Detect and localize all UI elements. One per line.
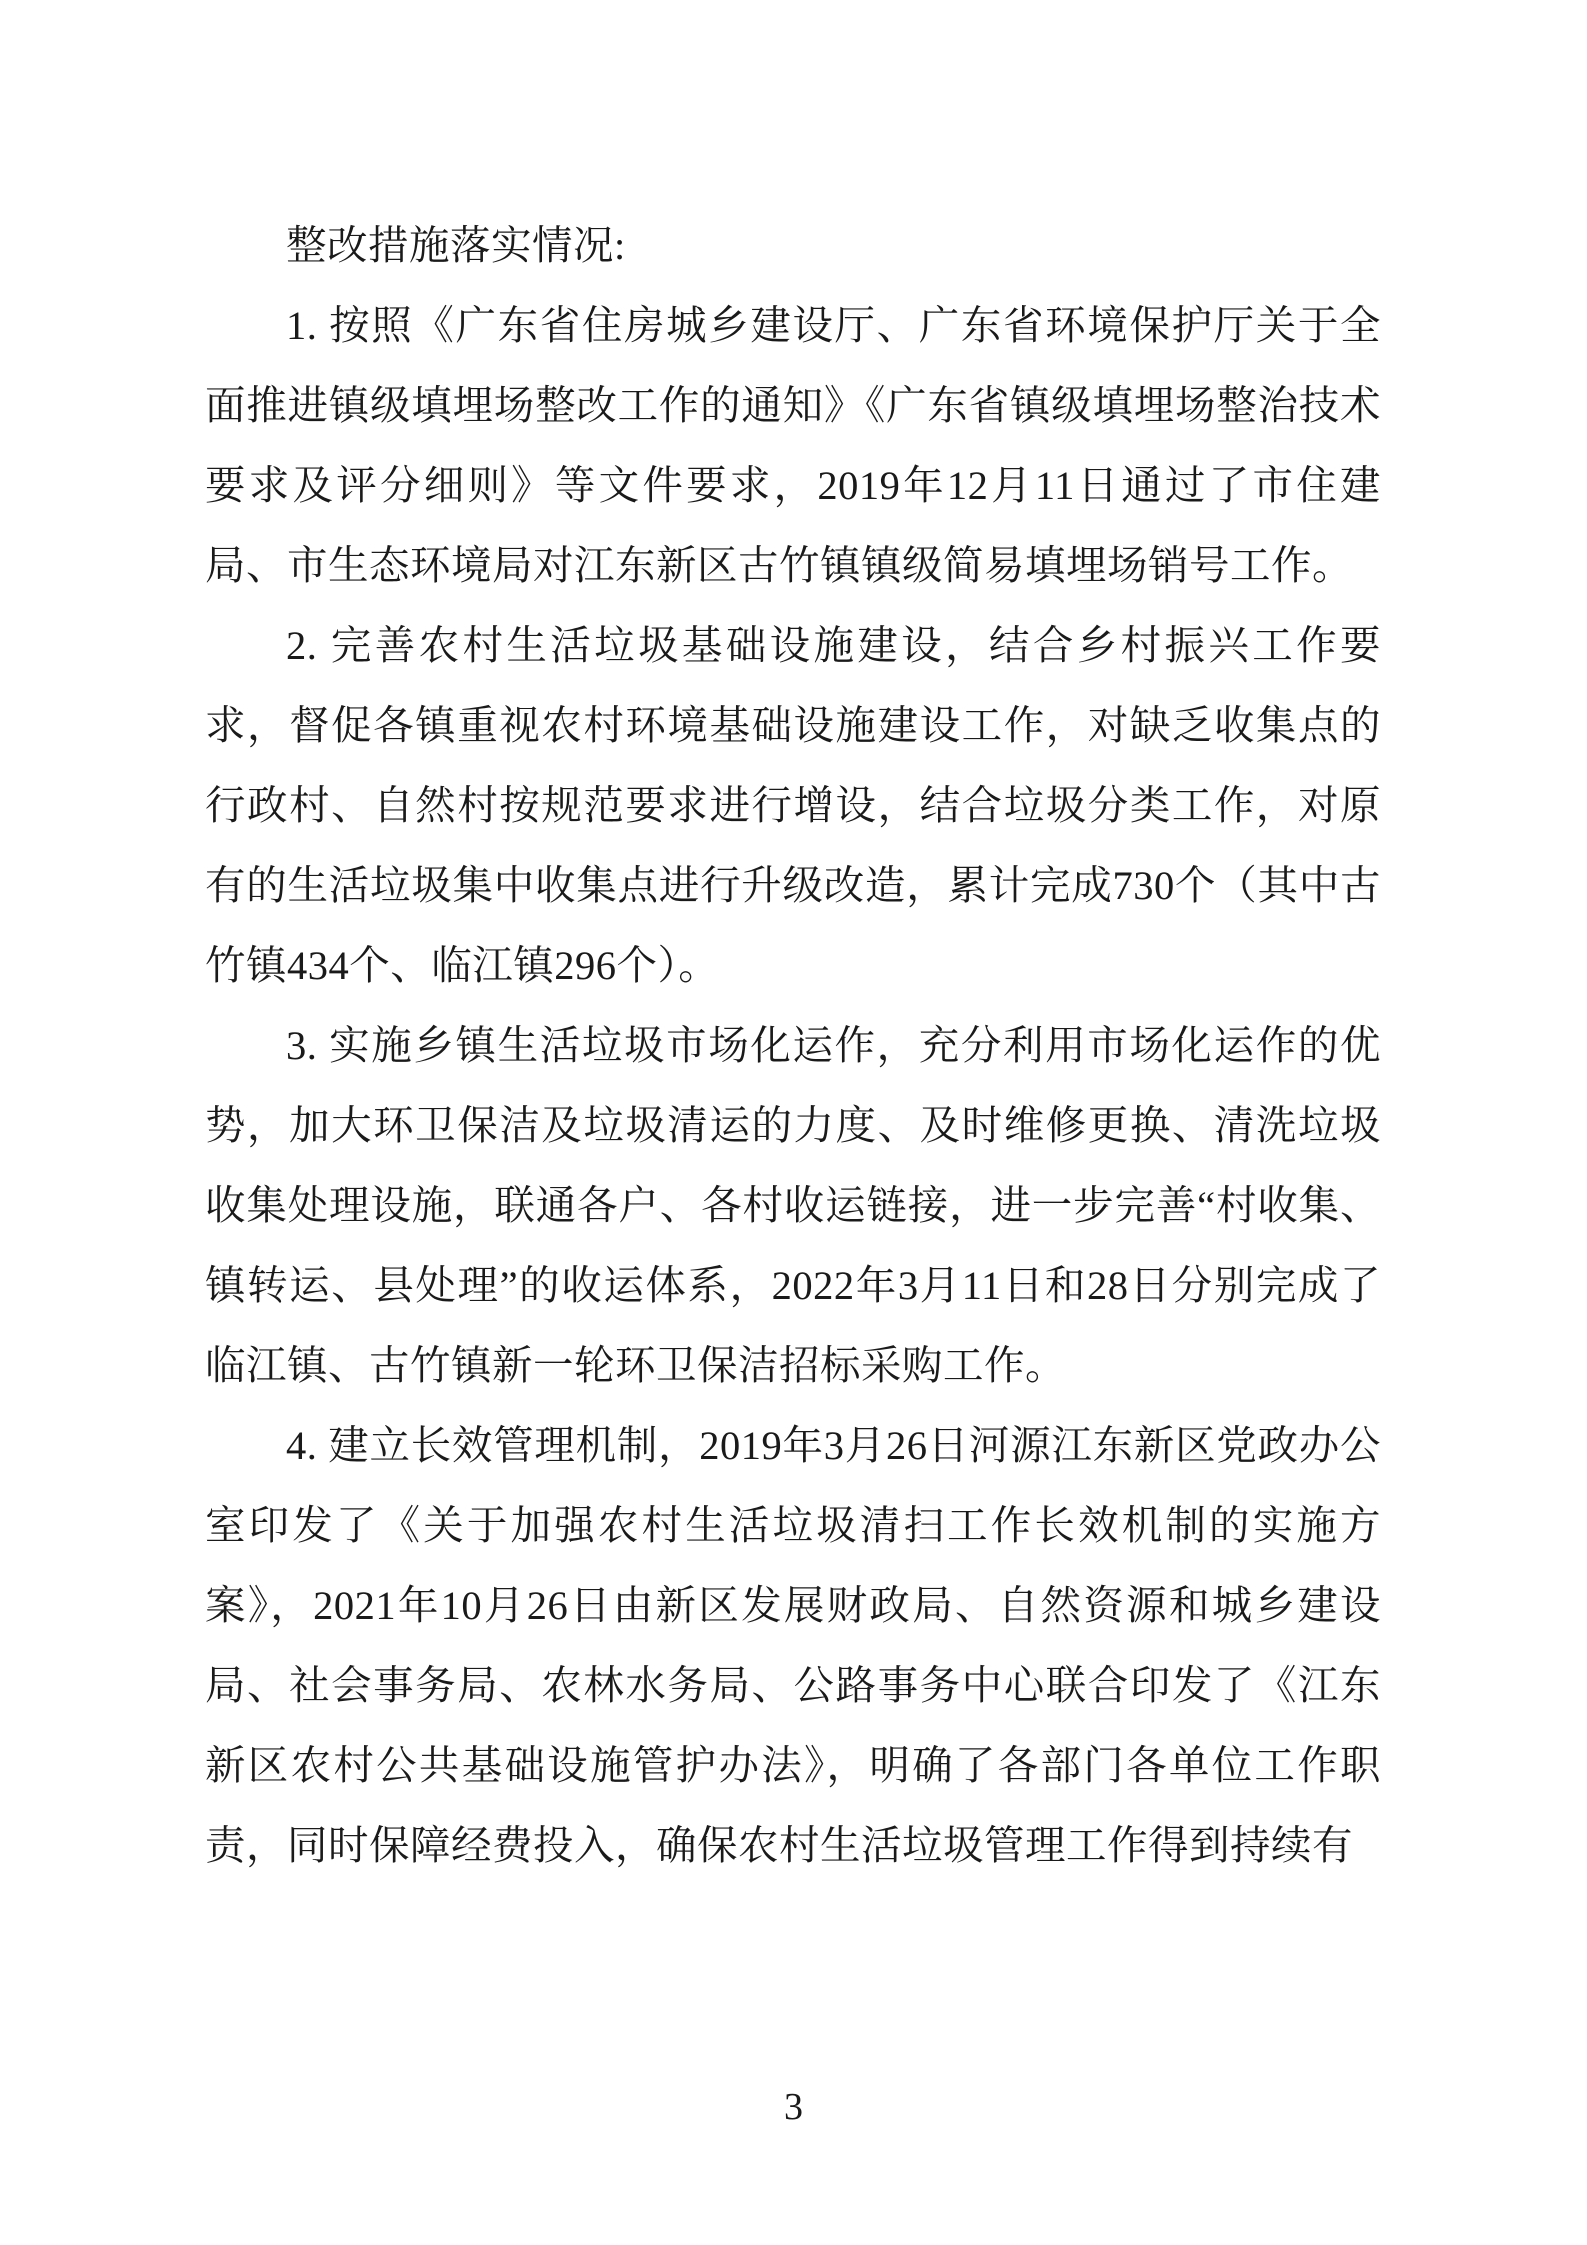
section-heading: 整改措施落实情况: xyxy=(286,223,626,268)
document-body xyxy=(205,206,1381,1886)
paragraph-2: 2. 完善农村生活垃圾基础设施建设，结合乡村振兴工作要求，督促各镇重视农村环境基础设施建设工作，对缺乏收集点的行政村、自然村按规范要求进行增设，结合垃圾分类工作，对原有的生活垃圾集中收集点进行升级改造，累计完成730个（其中古竹镇434个、临江镇296个）。 xyxy=(205,623,1381,988)
paragraph-1: 1. 按照《广东省住房城乡建设厅、广东省环境保护厅关于全面推进镇级填埋场整改工作的通知》《广东省镇级填埋场整治技术要求及评分细则》等文件要求，2019年12月11日通过了市住建局、市生态环境局对江东新区古竹镇镇级简易填埋场销号工作。 xyxy=(205,303,1381,588)
paragraph-3: 3. 实施乡镇生活垃圾市场化运作，充分利用市场化运作的优势，加大环卫保洁及垃圾清运的力度、及时维修更换、清洗垃圾收集处理设施，联通各户、各村收运链接，进一步完善“村收集、镇转运、县处理”的收运体系，2022年3月11日和28日分别完成了临江镇、古竹镇新一轮环卫保洁招标采购工作。 xyxy=(205,1023,1381,1388)
page-number: 3 xyxy=(784,2086,803,2128)
paragraph-4: 4. 建立长效管理机制，2019年3月26日河源江东新区党政办公室印发了《关于加强农村生活垃圾清扫工作长效机制的实施方案》，2021年10月26日由新区发展财政局、自然资源和城乡建设局、社会事务局、农林水务局、公路事务中心联合印发了《江东新区农村公共基础设施管护办法》，明确了各部门各单位工作职责，同时保障经费投入，确保农村生活垃圾管理工作得到持续有 xyxy=(205,1423,1381,1868)
